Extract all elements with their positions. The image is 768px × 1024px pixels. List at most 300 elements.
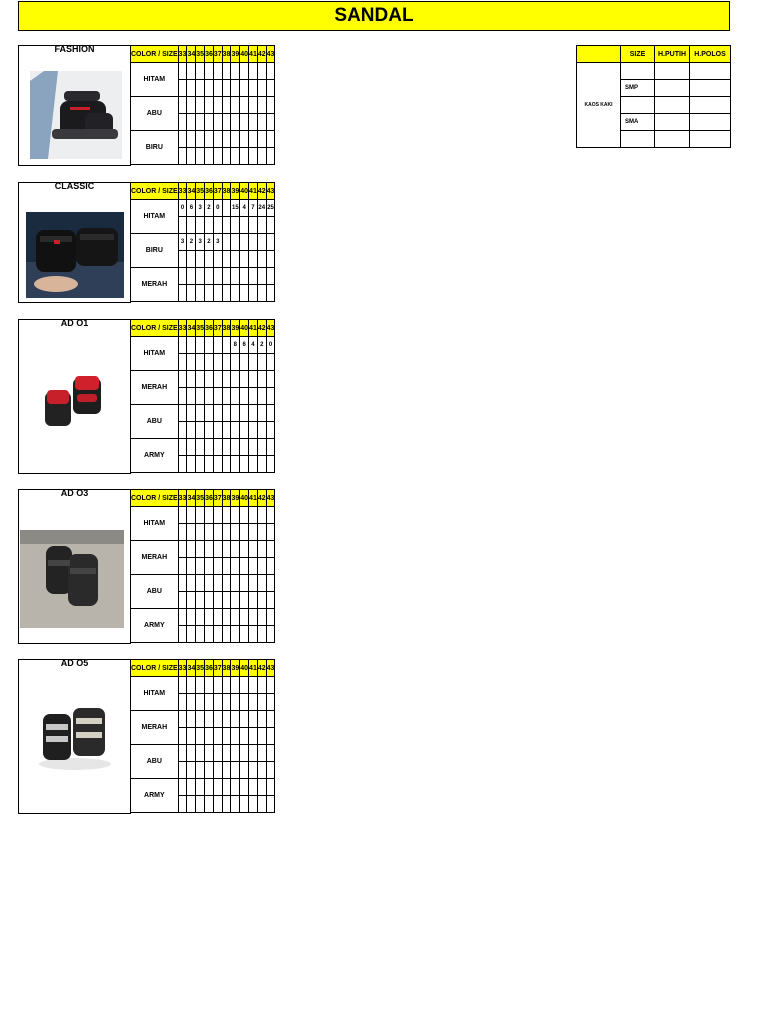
stock-cell[interactable] bbox=[231, 541, 240, 558]
stock-cell[interactable] bbox=[249, 114, 258, 131]
stock-cell[interactable] bbox=[257, 148, 266, 165]
socks-stock-cell[interactable] bbox=[655, 80, 690, 97]
stock-cell[interactable] bbox=[249, 626, 258, 643]
stock-cell[interactable] bbox=[178, 592, 187, 609]
stock-cell[interactable] bbox=[240, 422, 249, 439]
stock-cell[interactable] bbox=[266, 626, 275, 643]
stock-cell[interactable] bbox=[187, 796, 196, 813]
stock-cell[interactable] bbox=[205, 626, 214, 643]
stock-cell[interactable] bbox=[231, 711, 240, 728]
stock-cell[interactable] bbox=[213, 728, 222, 745]
stock-cell[interactable] bbox=[222, 354, 231, 371]
stock-cell[interactable] bbox=[266, 285, 275, 302]
stock-cell[interactable] bbox=[257, 745, 266, 762]
stock-cell[interactable] bbox=[222, 609, 231, 626]
stock-cell[interactable] bbox=[231, 439, 240, 456]
stock-cell[interactable]: 2 bbox=[205, 200, 214, 217]
stock-cell[interactable] bbox=[240, 524, 249, 541]
stock-cell[interactable] bbox=[257, 796, 266, 813]
stock-cell[interactable] bbox=[178, 422, 187, 439]
stock-cell[interactable] bbox=[240, 694, 249, 711]
stock-cell[interactable] bbox=[187, 371, 196, 388]
stock-cell[interactable] bbox=[231, 371, 240, 388]
stock-cell[interactable] bbox=[266, 114, 275, 131]
stock-cell[interactable] bbox=[205, 558, 214, 575]
stock-cell[interactable] bbox=[240, 405, 249, 422]
stock-cell[interactable] bbox=[205, 711, 214, 728]
stock-cell[interactable] bbox=[178, 97, 187, 114]
stock-cell[interactable] bbox=[249, 694, 258, 711]
stock-cell[interactable] bbox=[205, 796, 214, 813]
stock-cell[interactable]: 6 bbox=[187, 200, 196, 217]
stock-cell[interactable] bbox=[266, 371, 275, 388]
stock-cell[interactable] bbox=[222, 524, 231, 541]
stock-cell[interactable] bbox=[205, 371, 214, 388]
stock-cell[interactable] bbox=[205, 609, 214, 626]
stock-cell[interactable] bbox=[213, 371, 222, 388]
stock-cell[interactable] bbox=[249, 711, 258, 728]
stock-cell[interactable] bbox=[205, 728, 214, 745]
stock-cell[interactable] bbox=[266, 148, 275, 165]
stock-cell[interactable] bbox=[187, 97, 196, 114]
stock-cell[interactable] bbox=[213, 779, 222, 796]
stock-cell[interactable] bbox=[240, 558, 249, 575]
stock-cell[interactable] bbox=[187, 388, 196, 405]
stock-cell[interactable] bbox=[240, 507, 249, 524]
stock-cell[interactable] bbox=[222, 234, 231, 251]
stock-cell[interactable] bbox=[213, 677, 222, 694]
stock-cell[interactable] bbox=[231, 745, 240, 762]
stock-cell[interactable] bbox=[205, 779, 214, 796]
stock-cell[interactable] bbox=[187, 337, 196, 354]
stock-cell[interactable] bbox=[249, 131, 258, 148]
stock-cell[interactable] bbox=[187, 524, 196, 541]
stock-cell[interactable] bbox=[249, 541, 258, 558]
stock-cell[interactable] bbox=[249, 285, 258, 302]
stock-cell[interactable] bbox=[213, 285, 222, 302]
socks-stock-cell[interactable] bbox=[655, 114, 690, 131]
stock-cell[interactable] bbox=[187, 507, 196, 524]
stock-cell[interactable] bbox=[257, 456, 266, 473]
stock-cell[interactable] bbox=[231, 694, 240, 711]
stock-cell[interactable] bbox=[222, 97, 231, 114]
stock-cell[interactable] bbox=[257, 575, 266, 592]
stock-cell[interactable] bbox=[249, 405, 258, 422]
stock-cell[interactable] bbox=[257, 626, 266, 643]
stock-cell[interactable]: 4 bbox=[249, 337, 258, 354]
stock-cell[interactable] bbox=[240, 677, 249, 694]
stock-cell[interactable] bbox=[266, 524, 275, 541]
socks-stock-cell[interactable] bbox=[655, 131, 690, 148]
stock-cell[interactable] bbox=[178, 63, 187, 80]
stock-cell[interactable] bbox=[196, 148, 205, 165]
stock-cell[interactable] bbox=[249, 422, 258, 439]
stock-cell[interactable] bbox=[196, 592, 205, 609]
stock-cell[interactable] bbox=[240, 779, 249, 796]
stock-cell[interactable] bbox=[240, 575, 249, 592]
stock-cell[interactable] bbox=[205, 217, 214, 234]
stock-cell[interactable] bbox=[187, 456, 196, 473]
stock-cell[interactable] bbox=[196, 131, 205, 148]
stock-cell[interactable] bbox=[249, 677, 258, 694]
stock-cell[interactable] bbox=[257, 422, 266, 439]
stock-cell[interactable] bbox=[196, 285, 205, 302]
stock-cell[interactable]: 7 bbox=[249, 200, 258, 217]
stock-cell[interactable] bbox=[178, 114, 187, 131]
stock-cell[interactable] bbox=[240, 234, 249, 251]
stock-cell[interactable] bbox=[231, 388, 240, 405]
stock-cell[interactable] bbox=[240, 796, 249, 813]
stock-cell[interactable] bbox=[196, 251, 205, 268]
stock-cell[interactable] bbox=[231, 779, 240, 796]
stock-cell[interactable] bbox=[178, 524, 187, 541]
stock-cell[interactable] bbox=[266, 217, 275, 234]
stock-cell[interactable] bbox=[266, 592, 275, 609]
stock-cell[interactable] bbox=[266, 507, 275, 524]
stock-cell[interactable] bbox=[213, 388, 222, 405]
stock-cell[interactable] bbox=[231, 354, 240, 371]
stock-cell[interactable] bbox=[196, 405, 205, 422]
stock-cell[interactable] bbox=[231, 422, 240, 439]
stock-cell[interactable] bbox=[222, 558, 231, 575]
stock-cell[interactable] bbox=[240, 439, 249, 456]
stock-cell[interactable] bbox=[178, 439, 187, 456]
stock-cell[interactable] bbox=[187, 80, 196, 97]
stock-cell[interactable] bbox=[266, 694, 275, 711]
stock-cell[interactable] bbox=[240, 456, 249, 473]
stock-cell[interactable] bbox=[257, 507, 266, 524]
stock-cell[interactable] bbox=[266, 728, 275, 745]
stock-cell[interactable] bbox=[222, 63, 231, 80]
stock-cell[interactable] bbox=[222, 507, 231, 524]
stock-cell[interactable]: 8 bbox=[231, 337, 240, 354]
stock-cell[interactable] bbox=[187, 677, 196, 694]
stock-cell[interactable] bbox=[196, 694, 205, 711]
stock-cell[interactable] bbox=[178, 541, 187, 558]
stock-cell[interactable] bbox=[257, 354, 266, 371]
stock-cell[interactable] bbox=[196, 63, 205, 80]
stock-cell[interactable] bbox=[249, 762, 258, 779]
stock-cell[interactable] bbox=[222, 148, 231, 165]
stock-cell[interactable] bbox=[249, 63, 258, 80]
stock-cell[interactable] bbox=[213, 626, 222, 643]
socks-stock-cell[interactable] bbox=[690, 97, 731, 114]
stock-cell[interactable] bbox=[213, 148, 222, 165]
stock-cell[interactable] bbox=[187, 131, 196, 148]
stock-cell[interactable] bbox=[257, 388, 266, 405]
stock-cell[interactable]: 0 bbox=[266, 337, 275, 354]
stock-cell[interactable] bbox=[213, 439, 222, 456]
stock-cell[interactable] bbox=[222, 779, 231, 796]
stock-cell[interactable] bbox=[222, 456, 231, 473]
stock-cell[interactable] bbox=[257, 251, 266, 268]
stock-cell[interactable] bbox=[187, 251, 196, 268]
stock-cell[interactable] bbox=[266, 388, 275, 405]
stock-cell[interactable] bbox=[187, 439, 196, 456]
stock-cell[interactable] bbox=[266, 711, 275, 728]
stock-cell[interactable] bbox=[222, 762, 231, 779]
stock-cell[interactable] bbox=[222, 626, 231, 643]
stock-cell[interactable] bbox=[231, 524, 240, 541]
stock-cell[interactable] bbox=[187, 148, 196, 165]
stock-cell[interactable] bbox=[249, 439, 258, 456]
stock-cell[interactable] bbox=[266, 80, 275, 97]
stock-cell[interactable] bbox=[205, 694, 214, 711]
stock-cell[interactable] bbox=[196, 114, 205, 131]
stock-cell[interactable] bbox=[249, 456, 258, 473]
stock-cell[interactable] bbox=[222, 694, 231, 711]
stock-cell[interactable] bbox=[196, 779, 205, 796]
stock-cell[interactable] bbox=[178, 405, 187, 422]
stock-cell[interactable] bbox=[222, 217, 231, 234]
stock-cell[interactable] bbox=[222, 575, 231, 592]
stock-cell[interactable] bbox=[222, 80, 231, 97]
stock-cell[interactable] bbox=[257, 131, 266, 148]
stock-cell[interactable] bbox=[249, 148, 258, 165]
stock-cell[interactable] bbox=[196, 524, 205, 541]
stock-cell[interactable] bbox=[257, 63, 266, 80]
stock-cell[interactable] bbox=[178, 745, 187, 762]
stock-cell[interactable] bbox=[205, 592, 214, 609]
stock-cell[interactable] bbox=[187, 217, 196, 234]
stock-cell[interactable] bbox=[187, 592, 196, 609]
stock-cell[interactable] bbox=[231, 728, 240, 745]
stock-cell[interactable] bbox=[257, 762, 266, 779]
stock-cell[interactable] bbox=[231, 456, 240, 473]
stock-cell[interactable] bbox=[187, 558, 196, 575]
stock-cell[interactable] bbox=[222, 796, 231, 813]
stock-cell[interactable] bbox=[178, 388, 187, 405]
stock-cell[interactable] bbox=[205, 439, 214, 456]
stock-cell[interactable] bbox=[205, 251, 214, 268]
stock-cell[interactable] bbox=[178, 575, 187, 592]
stock-cell[interactable] bbox=[213, 80, 222, 97]
stock-cell[interactable] bbox=[213, 251, 222, 268]
stock-cell[interactable] bbox=[178, 148, 187, 165]
stock-cell[interactable] bbox=[213, 217, 222, 234]
stock-cell[interactable] bbox=[213, 268, 222, 285]
stock-cell[interactable] bbox=[178, 354, 187, 371]
stock-cell[interactable] bbox=[222, 268, 231, 285]
stock-cell[interactable] bbox=[240, 285, 249, 302]
socks-stock-cell[interactable] bbox=[655, 97, 690, 114]
stock-cell[interactable] bbox=[196, 507, 205, 524]
stock-cell[interactable] bbox=[257, 285, 266, 302]
stock-cell[interactable] bbox=[187, 354, 196, 371]
stock-cell[interactable] bbox=[196, 728, 205, 745]
stock-cell[interactable] bbox=[257, 711, 266, 728]
stock-cell[interactable] bbox=[222, 711, 231, 728]
stock-cell[interactable] bbox=[196, 609, 205, 626]
stock-cell[interactable] bbox=[257, 217, 266, 234]
stock-cell[interactable] bbox=[222, 677, 231, 694]
stock-cell[interactable] bbox=[249, 388, 258, 405]
stock-cell[interactable] bbox=[266, 745, 275, 762]
stock-cell[interactable] bbox=[266, 456, 275, 473]
stock-cell[interactable] bbox=[222, 285, 231, 302]
stock-cell[interactable] bbox=[231, 114, 240, 131]
stock-cell[interactable] bbox=[257, 80, 266, 97]
stock-cell[interactable] bbox=[205, 541, 214, 558]
stock-cell[interactable] bbox=[257, 234, 266, 251]
stock-cell[interactable] bbox=[196, 217, 205, 234]
stock-cell[interactable] bbox=[196, 677, 205, 694]
stock-cell[interactable] bbox=[257, 728, 266, 745]
stock-cell[interactable] bbox=[178, 251, 187, 268]
stock-cell[interactable] bbox=[205, 80, 214, 97]
stock-cell[interactable] bbox=[196, 80, 205, 97]
stock-cell[interactable] bbox=[178, 456, 187, 473]
stock-cell[interactable]: 3 bbox=[213, 234, 222, 251]
stock-cell[interactable] bbox=[231, 405, 240, 422]
stock-cell[interactable] bbox=[266, 575, 275, 592]
stock-cell[interactable] bbox=[266, 677, 275, 694]
stock-cell[interactable] bbox=[222, 439, 231, 456]
stock-cell[interactable] bbox=[231, 507, 240, 524]
stock-cell[interactable] bbox=[231, 63, 240, 80]
stock-cell[interactable] bbox=[257, 371, 266, 388]
stock-cell[interactable] bbox=[196, 371, 205, 388]
stock-cell[interactable] bbox=[266, 268, 275, 285]
stock-cell[interactable] bbox=[266, 609, 275, 626]
stock-cell[interactable] bbox=[257, 524, 266, 541]
stock-cell[interactable] bbox=[213, 114, 222, 131]
stock-cell[interactable] bbox=[249, 796, 258, 813]
stock-cell[interactable] bbox=[240, 80, 249, 97]
stock-cell[interactable] bbox=[231, 80, 240, 97]
stock-cell[interactable] bbox=[222, 371, 231, 388]
stock-cell[interactable]: 3 bbox=[196, 234, 205, 251]
stock-cell[interactable] bbox=[222, 405, 231, 422]
stock-cell[interactable] bbox=[249, 745, 258, 762]
stock-cell[interactable] bbox=[196, 388, 205, 405]
stock-cell[interactable] bbox=[257, 541, 266, 558]
stock-cell[interactable] bbox=[187, 762, 196, 779]
stock-cell[interactable] bbox=[213, 796, 222, 813]
stock-cell[interactable] bbox=[222, 337, 231, 354]
stock-cell[interactable] bbox=[213, 711, 222, 728]
stock-cell[interactable] bbox=[249, 354, 258, 371]
stock-cell[interactable] bbox=[266, 779, 275, 796]
stock-cell[interactable] bbox=[266, 439, 275, 456]
stock-cell[interactable] bbox=[213, 354, 222, 371]
stock-cell[interactable] bbox=[187, 779, 196, 796]
socks-stock-cell[interactable] bbox=[655, 63, 690, 80]
stock-cell[interactable] bbox=[196, 422, 205, 439]
stock-cell[interactable]: 24 bbox=[257, 200, 266, 217]
stock-cell[interactable] bbox=[187, 405, 196, 422]
stock-cell[interactable] bbox=[240, 148, 249, 165]
stock-cell[interactable] bbox=[213, 745, 222, 762]
stock-cell[interactable] bbox=[178, 728, 187, 745]
stock-cell[interactable] bbox=[213, 63, 222, 80]
stock-cell[interactable] bbox=[266, 558, 275, 575]
stock-cell[interactable] bbox=[222, 131, 231, 148]
stock-cell[interactable] bbox=[187, 541, 196, 558]
stock-cell[interactable] bbox=[222, 114, 231, 131]
stock-cell[interactable] bbox=[240, 728, 249, 745]
stock-cell[interactable] bbox=[205, 148, 214, 165]
stock-cell[interactable]: 0 bbox=[213, 200, 222, 217]
stock-cell[interactable] bbox=[257, 268, 266, 285]
stock-cell[interactable] bbox=[257, 694, 266, 711]
stock-cell[interactable] bbox=[187, 728, 196, 745]
stock-cell[interactable] bbox=[266, 354, 275, 371]
stock-cell[interactable] bbox=[240, 97, 249, 114]
stock-cell[interactable] bbox=[240, 371, 249, 388]
stock-cell[interactable] bbox=[178, 337, 187, 354]
stock-cell[interactable] bbox=[266, 63, 275, 80]
stock-cell[interactable] bbox=[231, 131, 240, 148]
stock-cell[interactable] bbox=[231, 626, 240, 643]
stock-cell[interactable] bbox=[205, 337, 214, 354]
stock-cell[interactable] bbox=[240, 131, 249, 148]
stock-cell[interactable] bbox=[205, 388, 214, 405]
stock-cell[interactable] bbox=[257, 114, 266, 131]
stock-cell[interactable] bbox=[222, 745, 231, 762]
stock-cell[interactable] bbox=[178, 217, 187, 234]
stock-cell[interactable] bbox=[249, 609, 258, 626]
stock-cell[interactable] bbox=[240, 626, 249, 643]
stock-cell[interactable] bbox=[205, 507, 214, 524]
stock-cell[interactable] bbox=[249, 575, 258, 592]
stock-cell[interactable] bbox=[205, 405, 214, 422]
stock-cell[interactable] bbox=[231, 592, 240, 609]
stock-cell[interactable] bbox=[257, 439, 266, 456]
stock-cell[interactable] bbox=[231, 285, 240, 302]
stock-cell[interactable] bbox=[196, 711, 205, 728]
stock-cell[interactable] bbox=[205, 97, 214, 114]
stock-cell[interactable] bbox=[187, 575, 196, 592]
stock-cell[interactable] bbox=[240, 217, 249, 234]
stock-cell[interactable] bbox=[205, 268, 214, 285]
stock-cell[interactable] bbox=[196, 762, 205, 779]
stock-cell[interactable] bbox=[213, 405, 222, 422]
stock-cell[interactable] bbox=[196, 456, 205, 473]
stock-cell[interactable] bbox=[231, 575, 240, 592]
stock-cell[interactable] bbox=[213, 575, 222, 592]
stock-cell[interactable] bbox=[213, 507, 222, 524]
stock-cell[interactable] bbox=[249, 217, 258, 234]
stock-cell[interactable] bbox=[231, 234, 240, 251]
stock-cell[interactable] bbox=[178, 558, 187, 575]
stock-cell[interactable] bbox=[213, 762, 222, 779]
stock-cell[interactable] bbox=[249, 80, 258, 97]
stock-cell[interactable] bbox=[249, 558, 258, 575]
stock-cell[interactable]: 2 bbox=[257, 337, 266, 354]
stock-cell[interactable]: 0 bbox=[178, 200, 187, 217]
stock-cell[interactable] bbox=[213, 609, 222, 626]
stock-cell[interactable] bbox=[231, 148, 240, 165]
stock-cell[interactable] bbox=[266, 131, 275, 148]
stock-cell[interactable] bbox=[240, 609, 249, 626]
stock-cell[interactable] bbox=[178, 762, 187, 779]
stock-cell[interactable]: 25 bbox=[266, 200, 275, 217]
stock-cell[interactable] bbox=[196, 97, 205, 114]
stock-cell[interactable] bbox=[205, 677, 214, 694]
stock-cell[interactable] bbox=[187, 711, 196, 728]
stock-cell[interactable] bbox=[187, 694, 196, 711]
stock-cell[interactable] bbox=[187, 114, 196, 131]
stock-cell[interactable] bbox=[266, 796, 275, 813]
stock-cell[interactable] bbox=[178, 711, 187, 728]
stock-cell[interactable] bbox=[196, 541, 205, 558]
stock-cell[interactable] bbox=[240, 762, 249, 779]
stock-cell[interactable] bbox=[249, 524, 258, 541]
socks-stock-cell[interactable] bbox=[690, 63, 731, 80]
stock-cell[interactable] bbox=[178, 694, 187, 711]
stock-cell[interactable] bbox=[205, 114, 214, 131]
